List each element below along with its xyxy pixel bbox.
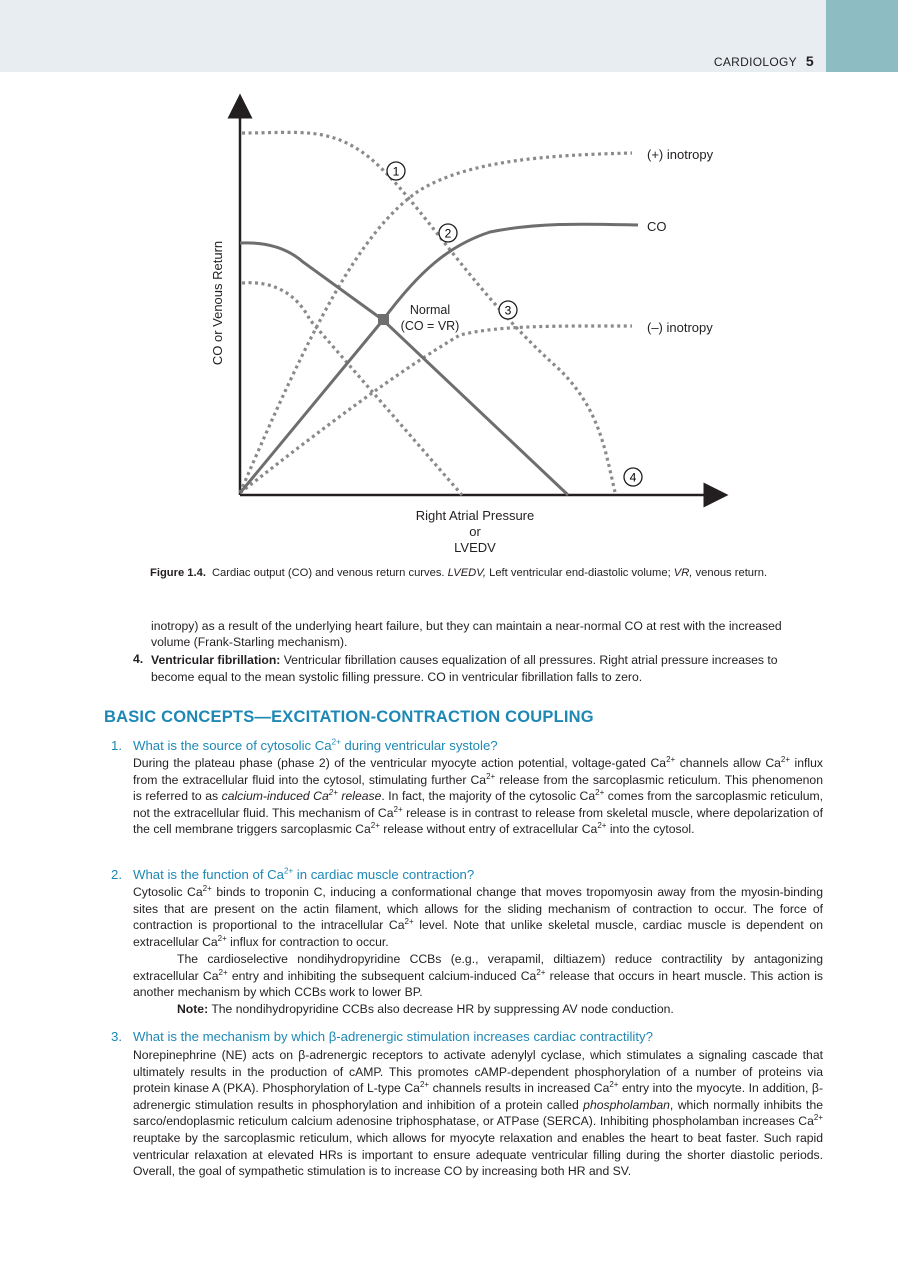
q3-number: 3.: [111, 1029, 122, 1044]
running-title: CARDIOLOGY: [713, 55, 797, 69]
x-axis-label-line1: Right Atrial Pressure: [415, 508, 535, 523]
page-number: 5: [805, 53, 814, 69]
q2-answer-paragraph-1: Cytosolic $Ca^{2+}$ binds to troponin C, inducing a conformational change that moves tropomyosin away from the myosin-binding sites that are present on the actin filament, which allows for the sliding mechanism of contraction to occur. The force of contraction is proportional to the intracellular $Ca^{2+}$ level. Note that unlike skeletal muscle, cardiac muscle is dependent on extracellular $Ca^{2+}$ influx for contraction to occur.: [133, 883, 823, 949]
figure-caption: Figure 1.4. Cardiac output (CO) and venous return curves. LVEDV, Left ventricular end-diastolic volume; VR, venous return.: [150, 567, 768, 579]
q1-answer: During the plateau phase (phase 2) of the ventricular myocyte action potential, voltage-gated $Ca^{2+}$ channels allow $Ca^{2+}$ influx from the extracellular fluid into the cytosol, stimulating further $Ca^{2+}$ release from the sarcoplasmic reticulum. This phenomenon is referred to as calcium-induced $Ca^{2+}$ release. In fact, the majority of the cytosolic $Ca^{2+}$ comes from the sarcoplasmic reticulum, not the extracellular fluid. This mechanism of $Ca^{2+}$ release is in contrast to release from skeletal muscle, where depolarization of the cell membrane triggers sarcoplasmic $Ca^{2+}$ release without entry of extracellular $Ca^{2+}$ into the cytosol.: [133, 754, 824, 837]
svg-text:1: 1: [392, 164, 400, 179]
marker-2: [439, 224, 457, 242]
normal-co-curve: [240, 224, 638, 493]
x-axis-label-line3: LVEDV: [454, 540, 496, 555]
marker-3: [499, 301, 517, 319]
item-4-line-2: become equal to the mean systolic filling pressure. CO in ventricular fibrillation falls to zero.: [151, 670, 643, 684]
x-axis-label-line2: or: [469, 524, 481, 539]
normal-venous-return-curve: [240, 243, 568, 495]
svg-text:2: 2: [444, 226, 452, 241]
svg-text:4: 4: [629, 470, 637, 485]
marker-1: [387, 162, 405, 180]
section-heading: BASIC CONCEPTS—EXCITATION-CONTRACTION COUPLING: [104, 708, 594, 726]
label-negative-inotropy: (–) inotropy: [647, 320, 713, 335]
q2-note: Note: The nondihydropyridine CCBs also decrease HR by suppressing AV node conduction.: [177, 1002, 674, 1016]
figure-label: Figure 1.4.: [150, 567, 206, 579]
item-4-line-1: Ventricular fibrillation: Ventricular fibrillation causes equalization of all pressures. Right atrial pressure increases to: [151, 653, 778, 667]
q2-number: 2.: [111, 867, 122, 882]
marker-4: [624, 468, 642, 486]
q1-number: 1.: [111, 738, 122, 753]
y-axis-label: CO or Venous Return: [210, 240, 225, 366]
q3-answer: Norepinephrine (NE) acts on β-adrenergic receptors to activate adenylyl cyclase, which stimulates a signaling cascade that ultimately results in the production of cAMP. This promotes cAMP-dependent phosphorylation of a number of proteins via protein kinase A (PKA). Phosphorylation of L-type $Ca^{2+}$ channels results in increased $Ca^{2+}$ entry into the myocyte. In addition, β-adrenergic stimulation results in phosphorylation and inhibition of a protein called phospholamban, which normally inhibits the sarco/endoplasmic reticulum calcium adenosine triphosphatase, or ATPase (SERCA). Inhibiting phospholamban increases $Ca^{2+}$ reuptake by the sarcoplasmic reticulum, which allows for myocyte relaxation and enables the heart to beat faster. Such rapid ventricular relaxation at elevated HRs is important to ensure adequate ventricular filling during the shorter diastolic periods. Overall, the goal of sympathetic stimulation is to increase CO by increasing both HR and SV.: [133, 1048, 824, 1179]
q2-answer-paragraph-2: The cardioselective nondihydropyridine CCBs (e.g., verapamil, diltiazem) reduce contractility by antagonizing extracellular $Ca^{2+}$ entry and inhibiting the subsequent calcium-induced $Ca^{2+}$ release that occurs in heart muscle. This action is another mechanism by which CCBs work to lower BP.: [133, 952, 824, 1000]
q2-question: What is the function of $Ca^{2+}$ in cardiac muscle contraction?: [133, 866, 475, 882]
label-positive-inotropy: (+) inotropy: [647, 147, 714, 162]
co-curve-negative-inotropy: [240, 326, 632, 493]
label-normal: Normal: [409, 303, 451, 317]
item-4-number: 4.: [133, 652, 144, 666]
svg-text:3: 3: [504, 303, 512, 318]
q1-question: What is the source of cytosolic $Ca^{2+}$ during ventricular systole?: [133, 737, 498, 753]
label-normal-equation: (CO = VR): [400, 319, 460, 333]
co-venous-return-figure: [0, 0, 898, 560]
q3-question: What is the mechanism by which β-adrenergic stimulation increases cardiac contractility?: [133, 1029, 653, 1044]
label-co: CO: [647, 219, 667, 234]
normal-equilibrium-point: [378, 314, 389, 325]
continuation-line-1: inotropy) as a result of the underlying heart failure, but they can maintain a near-normal CO at rest with the increased: [151, 619, 782, 633]
continuation-line-2: volume (Frank-Starling mechanism).: [151, 635, 348, 649]
